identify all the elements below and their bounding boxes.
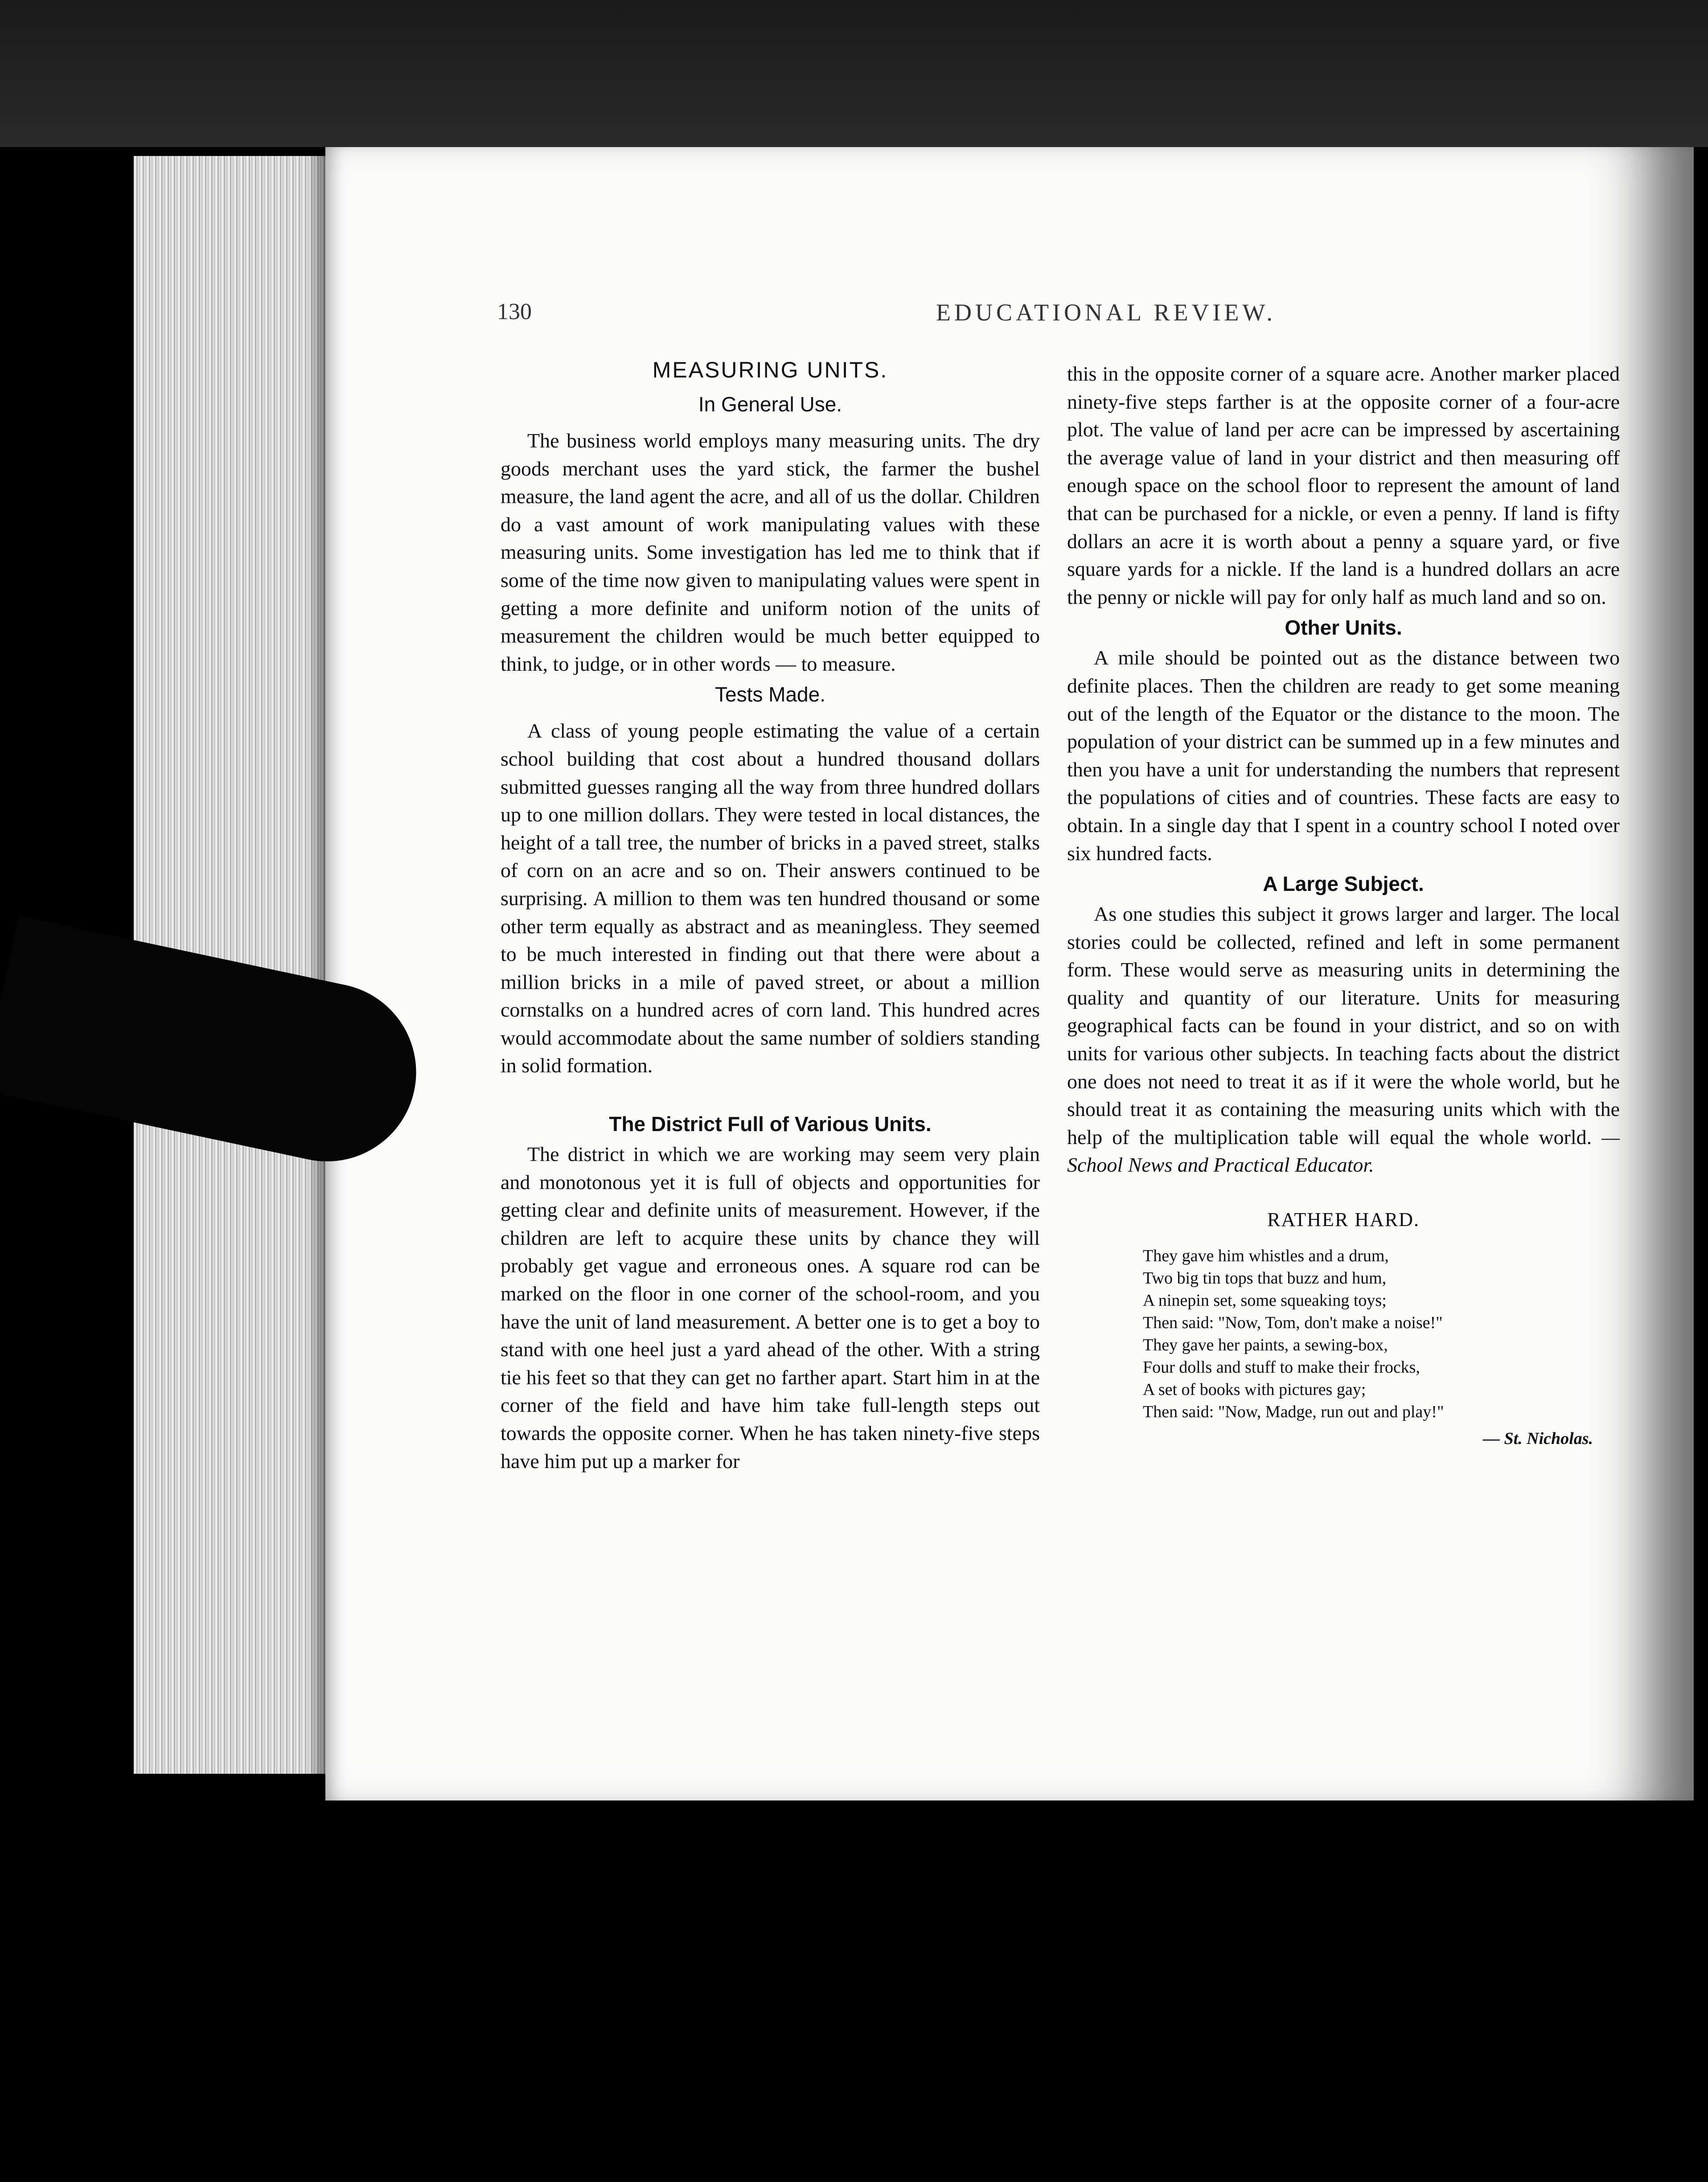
poem-line: A set of books with pictures gay;: [1143, 1380, 1366, 1399]
paragraph-large-subject-text: As one studies this subject it grows larger and larger. The local stories could be collected, refined and left in some permanent form. These would serve as measuring units in determining the quality and quantity of our literature. Units for measuring geographical facts can be found in your district, and so on with units for various other subjects. In teaching facts about the district one does not need to treat it as if it were the whole world, but he should treat it as containing the measuring units which with the help of the multiplication table will equal the whole world.: [1067, 902, 1620, 1148]
heading-district-units: The District Full of Various Units.: [609, 1112, 932, 1136]
paragraph-district-units: The district in which we are working may seem very plain and monotonous yet it is full of objects and opportunities for getting clear and definite units of measurement. However, if the children are left to acquire these units by chance they will probably get vague and erroneous ones. A square rod can be marked on the floor in one corner of the school-room, and you have the unit of land measurement. A better one is to get a boy to stand with one heel just a yard ahead of the other. With a string tie his feet so that they can get no farther apart. Start him in at the corner of the field and have him take full-length steps out towards the opposite corner. When he has taken ninety-five steps have him put up a marker for: [501, 1143, 1040, 1472]
poem-title: RATHER HARD.: [1267, 1209, 1420, 1231]
journal-title: EDUCATIONAL REVIEW.: [936, 299, 1276, 326]
scan-background-bottom: [0, 1801, 1708, 2182]
book-page: [325, 147, 1694, 1801]
paragraph-general-use: The business world employs many measuring units. The dry goods merchant uses the yard stick, the farmer the bushel measure, the land agent the acre, and all of us the dollar. Children do a vast amount of work manipulating values with these measuring units. Some investigation has led me to think that if some of the time now given to manipulating values were spent in getting a more definite and uniform notion of the units of measurement the children would be much better equipped to think, to judge, or in other words — to measure.: [501, 429, 1040, 675]
poem-line: They gave him whistles and a drum,: [1143, 1246, 1389, 1265]
paragraph-large-subject: [1067, 900, 1620, 1179]
paragraph-other-units: A mile should be pointed out as the distance between two definite places. Then the children are ready to get some meaning out of the length of the Equator or the distance to the moon. The population of your district can be summed up in a few minutes and then you have a unit for understanding the numbers that represent the populations of cities and of countries. These facts are easy to obtain. In a single day that I spent in a country school I noted over six hundred facts.: [1067, 646, 1620, 865]
page-header: [325, 299, 1694, 334]
paragraph-continued: this in the opposite corner of a square acre. Another marker placed ninety-five steps farther is at the opposite corner of a four-acre plot. The value of land per acre can be impressed by ascertaining the average value of land in your district and then measuring off enough space on the school floor to represent the amount of land that can be purchased for a nickle, or even a penny. If land is fifty dollars an acre it is worth about a penny a square yard, or five square yards for a nickle. If the land is a hundred dollars an acre the penny or nickle will pay for only half as much land and so on.: [1067, 362, 1620, 608]
right-column: [1067, 360, 1620, 1452]
poem-line: Then said: "Now, Madge, run out and play!": [1143, 1402, 1444, 1421]
poem-attribution: — St. Nicholas.: [1482, 1429, 1593, 1448]
article-subtitle: In General Use.: [698, 393, 842, 416]
poem-line: A ninepin set, some squeaking toys;: [1143, 1291, 1387, 1310]
poem-line: They gave her paints, a sewing-box,: [1143, 1335, 1388, 1354]
paragraph-tests-made: A class of young people estimating the value of a certain school building that cost about a hundred thousand dollars submitted guesses ranging all the way from three hundred dollars up to one million dollars. They were tested in local distances, the height of a tall tree, the number of bricks in a paved street, stalks of corn on an acre and so on. Their answers continued to be surprising. A million to them was ten hundred thousand or some other term equally as abstract and as meaningless. They seemed to be much interested in finding out that there were about a million bricks in a mile of paved street, or about a million cornstalks on a hundred acres of corn land. This hundred acres would accommodate about the same number of soldiers standing in solid formation.: [501, 719, 1040, 1077]
page-number: 130: [497, 299, 532, 324]
scan-background-top: [0, 0, 1708, 147]
article-source: —School News and Practical Educator.: [1067, 1125, 1620, 1177]
poem-line: Four dolls and stuff to make their frocks,: [1143, 1358, 1420, 1377]
poem: [1067, 1206, 1620, 1452]
heading-other-units: Other Units.: [1285, 616, 1402, 640]
heading-large-subject: A Large Subject.: [1263, 872, 1424, 896]
heading-tests-made: Tests Made.: [715, 683, 825, 706]
poem-line: Two big tin tops that buzz and hum,: [1143, 1268, 1387, 1288]
poem-line: Then said: "Now, Tom, don't make a noise!": [1143, 1313, 1443, 1332]
article-title: MEASURING UNITS.: [652, 357, 888, 382]
left-column: [501, 352, 1040, 1475]
